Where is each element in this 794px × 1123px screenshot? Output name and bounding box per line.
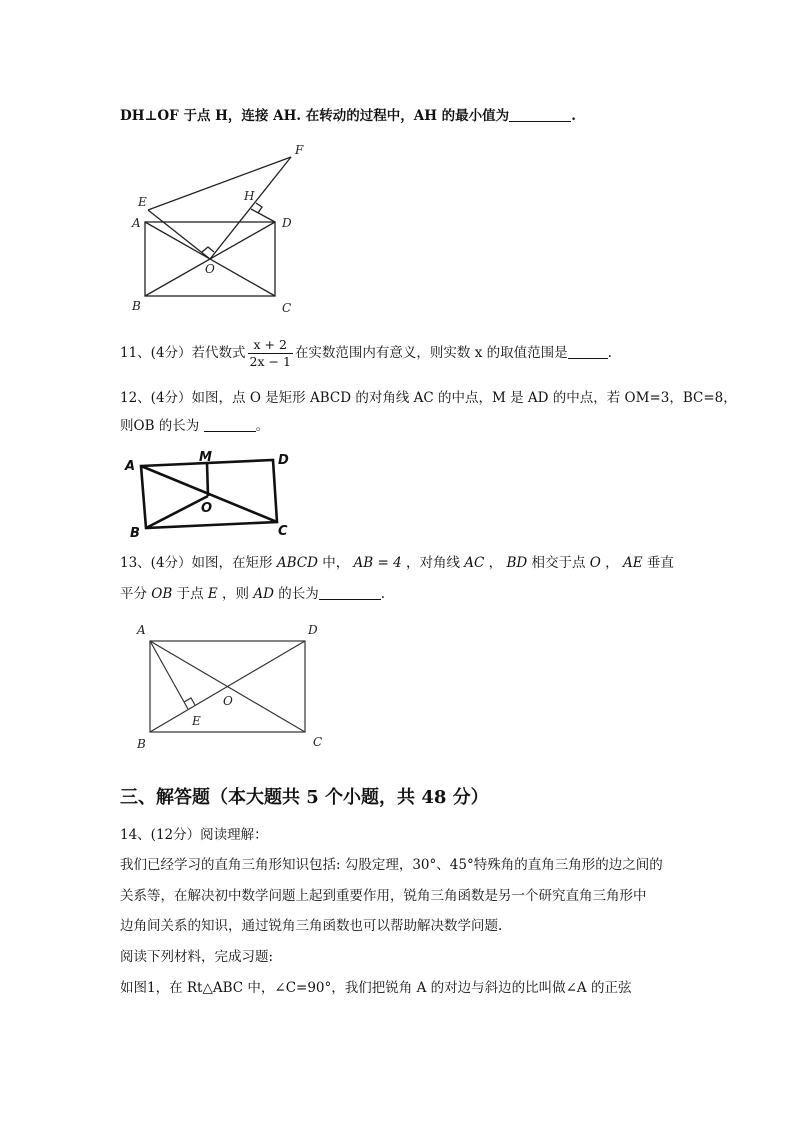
q13-math-ae: AE [622,555,643,571]
fig10-label-c: C [282,301,292,315]
q13-math-ad: AD [253,586,274,602]
q13-math-ab: AB = 4 [353,555,402,571]
q13-text-part: ，对角线 [405,555,460,571]
fig10-label-h: H [244,189,255,203]
fig10-label-o: O [205,262,215,276]
fig13-label-o: O [223,694,233,708]
q13-math-ob: OB [151,586,173,602]
fig12-label-a: A [125,459,136,474]
q13-math-e: E [207,586,218,602]
section-3-heading: 三、解答题（本大题共 5 个小题，共 48 分） [120,787,489,808]
q13-text-part: 相交于点 [531,555,586,571]
q13-text-part: 的长为 [278,586,319,602]
q13-text-part: 中， [322,555,350,571]
q14-paragraph-2: 关系等，在解决初中数学问题上起到重要作用，锐角三角函数是另一个研究直角三角形中 [120,888,647,904]
q14-paragraph-5: 如图1，在 Rt△ABC 中，∠C=90°，我们把锐角 A 的对边与斜边的比叫做∠A 的正弦 [120,980,632,996]
q13-text-part: 13、(4分）如图，在矩形 [120,555,273,571]
fig10-label-d: D [282,216,292,230]
q12-line2-end: 。 [255,418,270,434]
fig12-label-m: M [199,450,212,465]
q13-text-part: ， [488,555,503,571]
q13-text-part: ，则 [222,586,250,602]
q14-paragraph-1: 我们已经学习的直角三角形知识包括: 勾股定理，30°、45°特殊角的直角三角形的边之间的 [120,857,663,873]
q13-text-part: 垂直 [646,555,674,571]
fig13-seg-ae [150,641,188,709]
fig10-label-f: F [295,143,304,157]
fig12-label-c: C [278,524,288,539]
q12-line2-prefix: 则OB 的长为 [120,418,200,434]
fig12-label-o: O [201,501,213,516]
fig13-label-e: E [192,714,201,728]
q11-numerator: x + 2 [248,337,293,354]
q10-text-end: . [571,108,576,124]
q11-prefix: 11、(4分）若代数式 [120,345,246,361]
q14-title: 14、(12分）阅读理解： [120,827,268,843]
q13-math-abcd: ABCD [276,555,318,571]
fig12-label-b: B [130,526,140,541]
q13-math-ac: AC [464,555,485,571]
fig13-label-a: A [137,623,146,637]
q10-text-body: DH⊥OF 于点 H，连接 AH. 在转动的过程中，AH 的最小值为 [120,108,510,124]
q13-text-part: 平分 [120,586,147,602]
q11-denominator: 2x − 1 [249,354,291,369]
q12-line1: 12、(4分）如图，点 O 是矩形 ABCD 的对角线 AC 的中点，M 是 AD 的中点，若 OM=3，BC=8， [120,390,737,406]
fig13-label-b: B [137,737,146,751]
fig10-label-e: E [138,195,147,209]
q14-paragraph-4: 阅读下列材料，完成习题: [120,949,274,965]
q13-text-end: . [380,586,386,602]
fig10-label-a: A [132,216,141,230]
q13-math-o: O [589,555,601,571]
q14-paragraph-3: 边角间关系的知识，通过锐角三角函数也可以帮助解决数学问题. [120,918,503,934]
q13-text-part: 于点 [176,586,204,602]
q13-text-part: ， [605,555,619,571]
q13-math-bd: BD [506,555,528,571]
fig10-label-b: B [132,299,141,313]
q11-suffix: 在实数范围内有意义，则实数 x 的取值范围是 [294,345,568,361]
fig13-label-d: D [308,623,318,637]
q11-end: . [607,345,612,361]
fig13-label-c: C [313,735,323,749]
fig12-label-d: D [278,453,289,468]
